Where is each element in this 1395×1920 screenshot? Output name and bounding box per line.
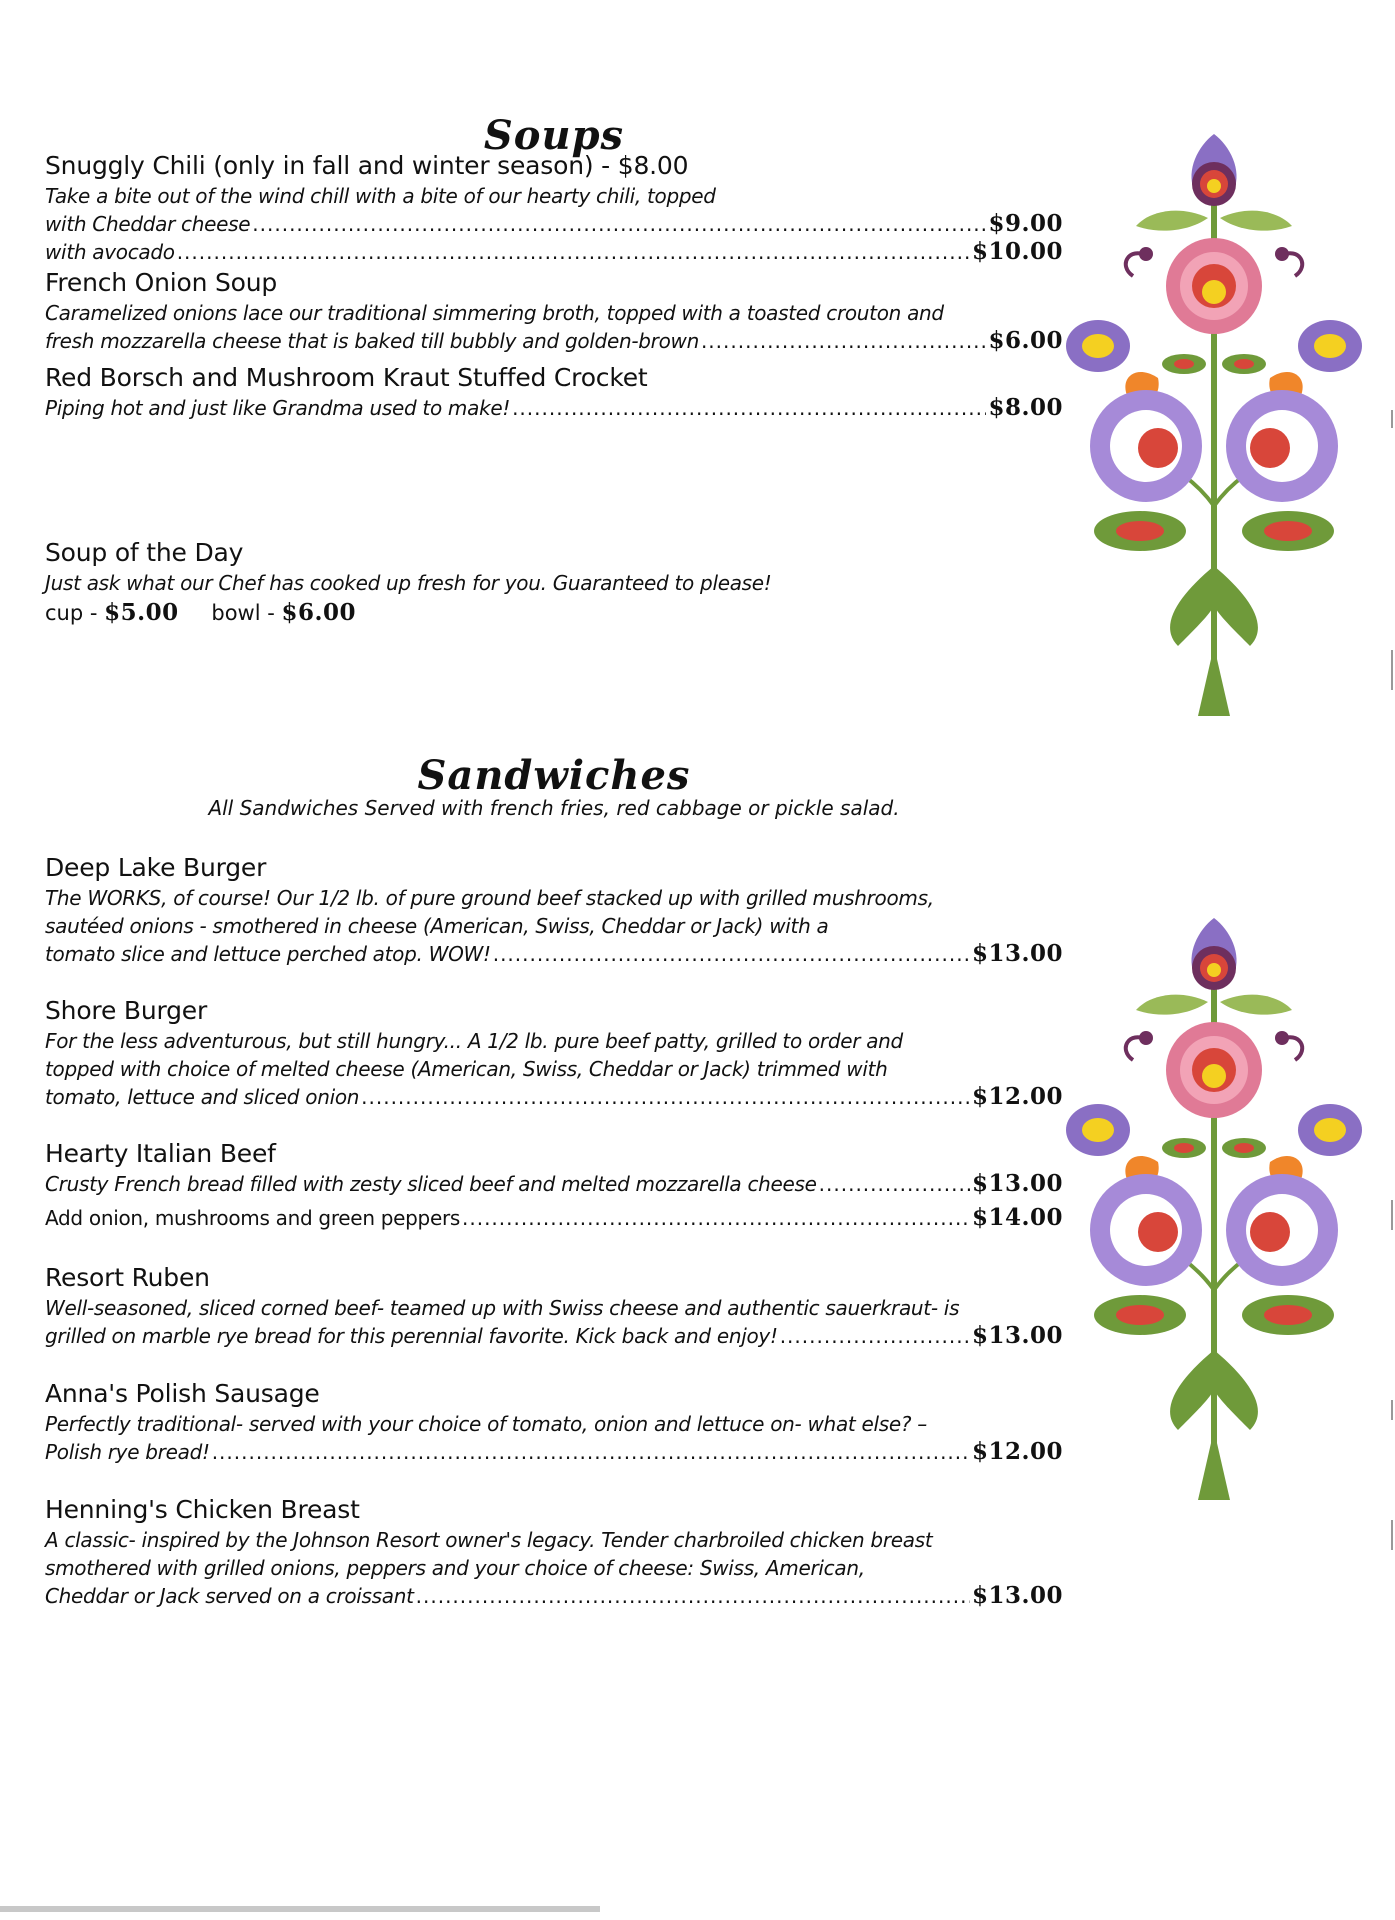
item-description: Take a bite out of the wind chill with a bite of our hearty chili, topped [45, 184, 716, 208]
item-price: $13.00 [971, 1322, 1063, 1349]
item-description: Well-seasoned, sliced corned beef- teamed up with Swiss cheese and authentic sauerkraut- is [45, 1296, 960, 1320]
item-price: $8.00 [988, 394, 1063, 421]
price-line [45, 1204, 1063, 1232]
leader-dots [819, 1170, 970, 1198]
item-price: $12.00 [971, 1083, 1063, 1110]
leader-dots [462, 1204, 970, 1232]
price-line-text: fresh mozzarella cheese that is baked till bubbly and golden-brown [45, 329, 699, 353]
item-price: $13.00 [971, 940, 1063, 967]
item-price: $9.00 [988, 210, 1063, 237]
folk-flower-ornament-icon [1058, 126, 1370, 726]
price-line [45, 327, 1063, 355]
leader-dots [493, 940, 970, 968]
item-name: Deep Lake Burger [45, 853, 267, 882]
price-line [45, 1322, 1063, 1350]
bowl-price: $6.00 [281, 599, 357, 626]
item-description: The WORKS, of course! Our 1/2 lb. of pure ground beef stacked up with grilled mushrooms, [45, 886, 934, 910]
price-line [45, 238, 1063, 266]
scan-edge-mark [1391, 650, 1393, 690]
sandwiches-note: All Sandwiches Served with french fries, red cabbage or pickle salad. [208, 796, 900, 820]
leader-dots [212, 1438, 970, 1466]
scan-bottom-edge [0, 1906, 600, 1912]
leader-dots [416, 1582, 970, 1610]
soups-title: Soups [483, 112, 625, 159]
item-name: Red Borsch and Mushroom Kraut Stuffed Crocket [45, 363, 648, 392]
item-description: sautéed onions - smothered in cheese (American, Swiss, Cheddar or Jack) with a [45, 914, 829, 938]
menu-item-shore-burger [45, 995, 1063, 1111]
item-description: A classic- inspired by the Johnson Resort owner's legacy. Tender charbroiled chicken breast [45, 1528, 933, 1552]
menu-item-annas-polish-sausage [45, 1378, 1063, 1466]
item-description: Caramelized onions lace our traditional simmering broth, topped with a toasted crouton and [45, 301, 944, 325]
folk-flower-ornament-icon [1058, 910, 1370, 1510]
item-name: Soup of the Day [45, 538, 244, 567]
menu-item-snuggly-chili [45, 150, 1063, 266]
price-line [45, 210, 1063, 238]
price-line-text: tomato, lettuce and sliced onion [45, 1085, 360, 1109]
item-description: Just ask what our Chef has cooked up fresh for you. Guaranteed to please! [45, 571, 772, 595]
menu-item-soup-of-the-day [45, 537, 1063, 629]
item-name: Resort Ruben [45, 1263, 210, 1292]
menu-item-hennings-chicken-breast [45, 1494, 1063, 1610]
price-line-text: tomato slice and lettuce perched atop. WOW! [45, 942, 491, 966]
menu-item-deep-lake-burger [45, 852, 1063, 968]
item-price: $13.00 [971, 1582, 1063, 1609]
item-price: $14.00 [971, 1204, 1063, 1231]
scan-edge-mark [1391, 410, 1393, 428]
scan-edge-mark [1391, 1520, 1393, 1550]
menu-item-hearty-italian-beef [45, 1138, 1063, 1232]
item-description: Perfectly traditional- served with your choice of tomato, onion and lettuce on- what else? – [45, 1412, 927, 1436]
item-price: $6.00 [988, 327, 1063, 354]
price-line-text: grilled on marble rye bread for this perennial favorite. Kick back and enjoy! [45, 1324, 778, 1348]
item-price: $13.00 [971, 1170, 1063, 1197]
leader-dots [512, 394, 986, 422]
price-line [45, 1083, 1063, 1111]
item-name: Snuggly Chili (only in fall and winter season) - $8.00 [45, 151, 689, 180]
item-price: $12.00 [971, 1438, 1063, 1465]
sandwiches-title: Sandwiches [417, 752, 691, 799]
item-description: topped with choice of melted cheese (American, Swiss, Cheddar or Jack) trimmed with [45, 1057, 888, 1081]
item-name: Hearty Italian Beef [45, 1139, 276, 1168]
leader-dots [177, 238, 970, 266]
item-name: French Onion Soup [45, 268, 278, 297]
price-line [45, 1170, 1063, 1198]
menu-item-french-onion-soup [45, 267, 1063, 355]
price-line-text: Cheddar or Jack served on a croissant [45, 1584, 414, 1608]
price-line [45, 940, 1063, 968]
menu-item-resort-ruben [45, 1262, 1063, 1350]
cup-price: $5.00 [104, 599, 179, 626]
price-line [45, 1438, 1063, 1466]
price-line [45, 1582, 1063, 1610]
leader-dots [780, 1322, 970, 1350]
item-price: $10.00 [971, 238, 1063, 265]
cup-label: cup - [45, 601, 98, 625]
item-name: Anna's Polish Sausage [45, 1379, 320, 1408]
price-line [45, 394, 1063, 422]
scan-edge-mark [1391, 1400, 1393, 1420]
scan-edge-mark [1391, 1200, 1393, 1230]
price-line-text: Piping hot and just like Grandma used to make! [45, 396, 511, 420]
price-line-text: Polish rye bread! [45, 1440, 210, 1464]
bowl-label: bowl - [211, 601, 275, 625]
price-line-text: Crusty French bread filled with zesty sliced beef and melted mozzarella cheese [45, 1172, 817, 1196]
leader-dots [701, 327, 987, 355]
item-name: Henning's Chicken Breast [45, 1495, 360, 1524]
item-name: Shore Burger [45, 996, 208, 1025]
item-description: smothered with grilled onions, peppers and your choice of cheese: Swiss, American, [45, 1556, 865, 1580]
price-line-text: Add onion, mushrooms and green peppers [45, 1206, 460, 1230]
menu-item-red-borsch [45, 362, 1063, 422]
price-line-text: with Cheddar cheese [45, 212, 251, 236]
leader-dots [252, 210, 986, 238]
soup-sizes [45, 597, 1063, 629]
price-line-text: with avocado [45, 240, 175, 264]
leader-dots [361, 1083, 970, 1111]
item-description: For the less adventurous, but still hungry... A 1/2 lb. pure beef patty, grilled to order and [45, 1029, 903, 1053]
